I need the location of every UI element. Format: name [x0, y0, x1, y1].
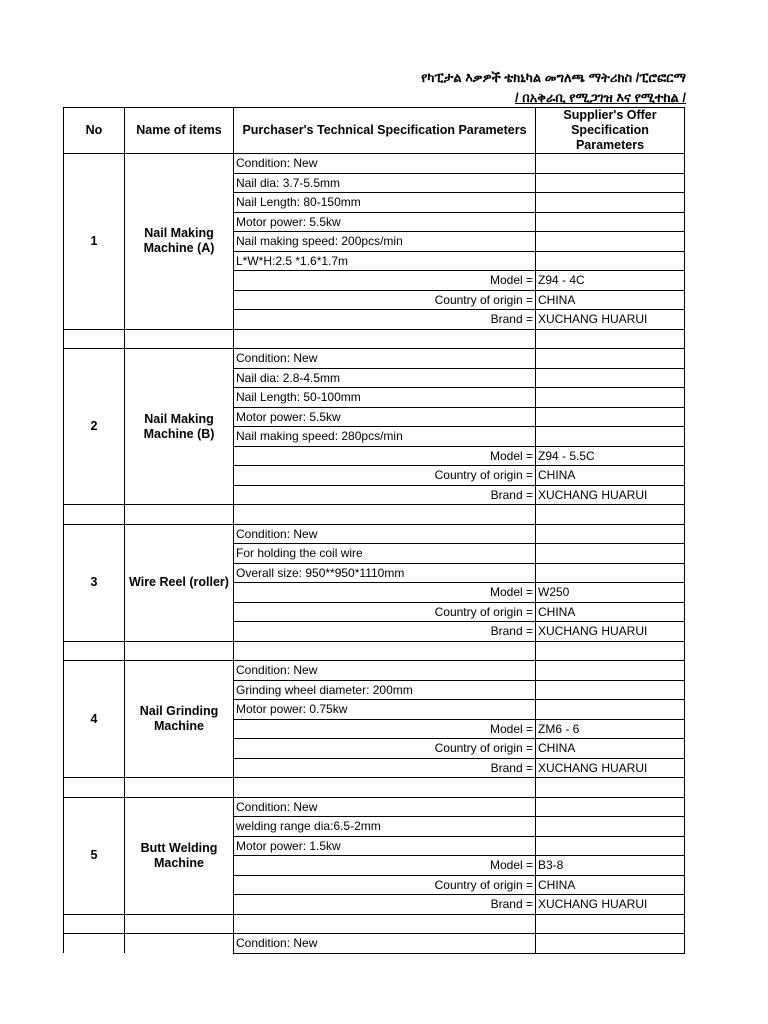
offer-cell [536, 524, 685, 544]
model-value: ZM6 - 6 [536, 719, 685, 739]
empty-cell [64, 329, 125, 349]
spec-text: Grinding wheel diameter: 200mm [234, 680, 536, 700]
spec-text: Condition: New [234, 934, 536, 954]
model-value: Z94 - 4C [536, 271, 685, 291]
brand-value: XUCHANG HUARUI [536, 758, 685, 778]
empty-cell [536, 914, 685, 934]
origin-label: Country of origin = [234, 739, 536, 759]
model-label: Model = [234, 719, 536, 739]
origin-label: Country of origin = [234, 875, 536, 895]
offer-cell [536, 251, 685, 271]
spec-text: welding range dia:6.5-2mm [234, 817, 536, 837]
offer-cell [536, 212, 685, 232]
brand-label: Brand = [234, 622, 536, 642]
separator-row [64, 329, 685, 349]
document-subtitle-amharic: / በአቅራቢ የሚጋገዝ እና የሚተከል / [515, 90, 686, 105]
origin-label: Country of origin = [234, 602, 536, 622]
empty-cell [64, 914, 125, 934]
item-name: Wire Reel (roller) [125, 524, 234, 641]
item-name [125, 934, 234, 954]
spec-text: Motor power: 5.5kw [234, 407, 536, 427]
brand-label: Brand = [234, 310, 536, 330]
brand-value: XUCHANG HUARUI [536, 622, 685, 642]
item-number: 2 [64, 349, 125, 505]
offer-cell [536, 680, 685, 700]
empty-cell [64, 505, 125, 525]
table-row [64, 154, 685, 174]
item-name: Nail Making Machine (A) [125, 154, 234, 330]
separator-row [64, 641, 685, 661]
brand-value: XUCHANG HUARUI [536, 895, 685, 915]
empty-cell [234, 914, 536, 934]
empty-cell [234, 778, 536, 798]
spec-text: Nail dia: 3.7-5.5mm [234, 173, 536, 193]
empty-cell [234, 641, 536, 661]
item-number: 4 [64, 661, 125, 778]
offer-cell [536, 193, 685, 213]
table-body [64, 154, 685, 954]
column-header-supplier-offer: Supplier's Offer Specification Parameters [536, 108, 685, 154]
item-number: 1 [64, 154, 125, 330]
offer-cell [536, 232, 685, 252]
offer-cell [536, 173, 685, 193]
table-row [64, 934, 685, 954]
offer-cell [536, 700, 685, 720]
spec-text: Nail Length: 50-100mm [234, 388, 536, 408]
offer-cell [536, 934, 685, 954]
origin-value: CHINA [536, 739, 685, 759]
spec-text: Nail making speed: 200pcs/min [234, 232, 536, 252]
empty-cell [64, 641, 125, 661]
origin-label: Country of origin = [234, 290, 536, 310]
empty-cell [536, 778, 685, 798]
empty-cell [234, 329, 536, 349]
brand-value: XUCHANG HUARUI [536, 310, 685, 330]
model-value: Z94 - 5.5C [536, 446, 685, 466]
item-number: 5 [64, 797, 125, 914]
spec-text: Nail Length: 80-150mm [234, 193, 536, 213]
model-label: Model = [234, 583, 536, 603]
spec-text: Motor power: 5.5kw [234, 212, 536, 232]
model-label: Model = [234, 271, 536, 291]
offer-cell [536, 817, 685, 837]
offer-cell [536, 797, 685, 817]
spec-text: L*W*H:2.5 *1.6*1.7m [234, 251, 536, 271]
item-name: Nail Making Machine (B) [125, 349, 234, 505]
model-value: B3-8 [536, 856, 685, 876]
spec-text: Nail dia: 2.8-4.5mm [234, 368, 536, 388]
empty-cell [234, 505, 536, 525]
offer-cell [536, 407, 685, 427]
document-title-amharic: የካፒታል እቃዎች ቴክኒካል መግለጫ ማትሪክስ /ፒሮፎርማ [421, 70, 686, 85]
brand-value: XUCHANG HUARUI [536, 485, 685, 505]
spec-text: Nail making speed: 280pcs/min [234, 427, 536, 447]
item-name: Butt Welding Machine [125, 797, 234, 914]
empty-cell [125, 914, 234, 934]
spec-text: Motor power: 0.75kw [234, 700, 536, 720]
item-number [64, 934, 125, 954]
separator-row [64, 914, 685, 934]
empty-cell [536, 505, 685, 525]
offer-cell [536, 427, 685, 447]
spec-text: Condition: New [234, 661, 536, 681]
empty-cell [125, 329, 234, 349]
origin-label: Country of origin = [234, 466, 536, 486]
brand-label: Brand = [234, 895, 536, 915]
table-row [64, 349, 685, 369]
spec-text: Motor power: 1.5kw [234, 836, 536, 856]
column-header-purchaser-spec: Purchaser's Technical Specification Parameters [234, 108, 536, 154]
empty-cell [125, 778, 234, 798]
model-label: Model = [234, 446, 536, 466]
spec-text: Condition: New [234, 524, 536, 544]
spec-text: For holding the coil wire [234, 544, 536, 564]
offer-cell [536, 349, 685, 369]
offer-cell [536, 836, 685, 856]
model-label: Model = [234, 856, 536, 876]
item-number: 3 [64, 524, 125, 641]
offer-cell [536, 544, 685, 564]
specification-table [63, 107, 685, 954]
origin-value: CHINA [536, 466, 685, 486]
spec-text: Overall size: 950**950*1110mm [234, 563, 536, 583]
spec-text: Condition: New [234, 154, 536, 174]
origin-value: CHINA [536, 290, 685, 310]
spec-text: Condition: New [234, 349, 536, 369]
separator-row [64, 778, 685, 798]
item-name: Nail Grinding Machine [125, 661, 234, 778]
empty-cell [536, 329, 685, 349]
brand-label: Brand = [234, 485, 536, 505]
origin-value: CHINA [536, 875, 685, 895]
separator-row [64, 505, 685, 525]
empty-cell [125, 505, 234, 525]
empty-cell [536, 641, 685, 661]
table-row [64, 797, 685, 817]
empty-cell [125, 641, 234, 661]
offer-cell [536, 563, 685, 583]
offer-cell [536, 388, 685, 408]
model-value: W250 [536, 583, 685, 603]
table-row [64, 524, 685, 544]
origin-value: CHINA [536, 602, 685, 622]
table-header-row [64, 108, 685, 154]
offer-cell [536, 368, 685, 388]
column-header-name: Name of items [125, 108, 234, 154]
table-row [64, 661, 685, 681]
brand-label: Brand = [234, 758, 536, 778]
column-header-no: No [64, 108, 125, 154]
offer-cell [536, 661, 685, 681]
spec-text: Condition: New [234, 797, 536, 817]
empty-cell [64, 778, 125, 798]
offer-cell [536, 154, 685, 174]
